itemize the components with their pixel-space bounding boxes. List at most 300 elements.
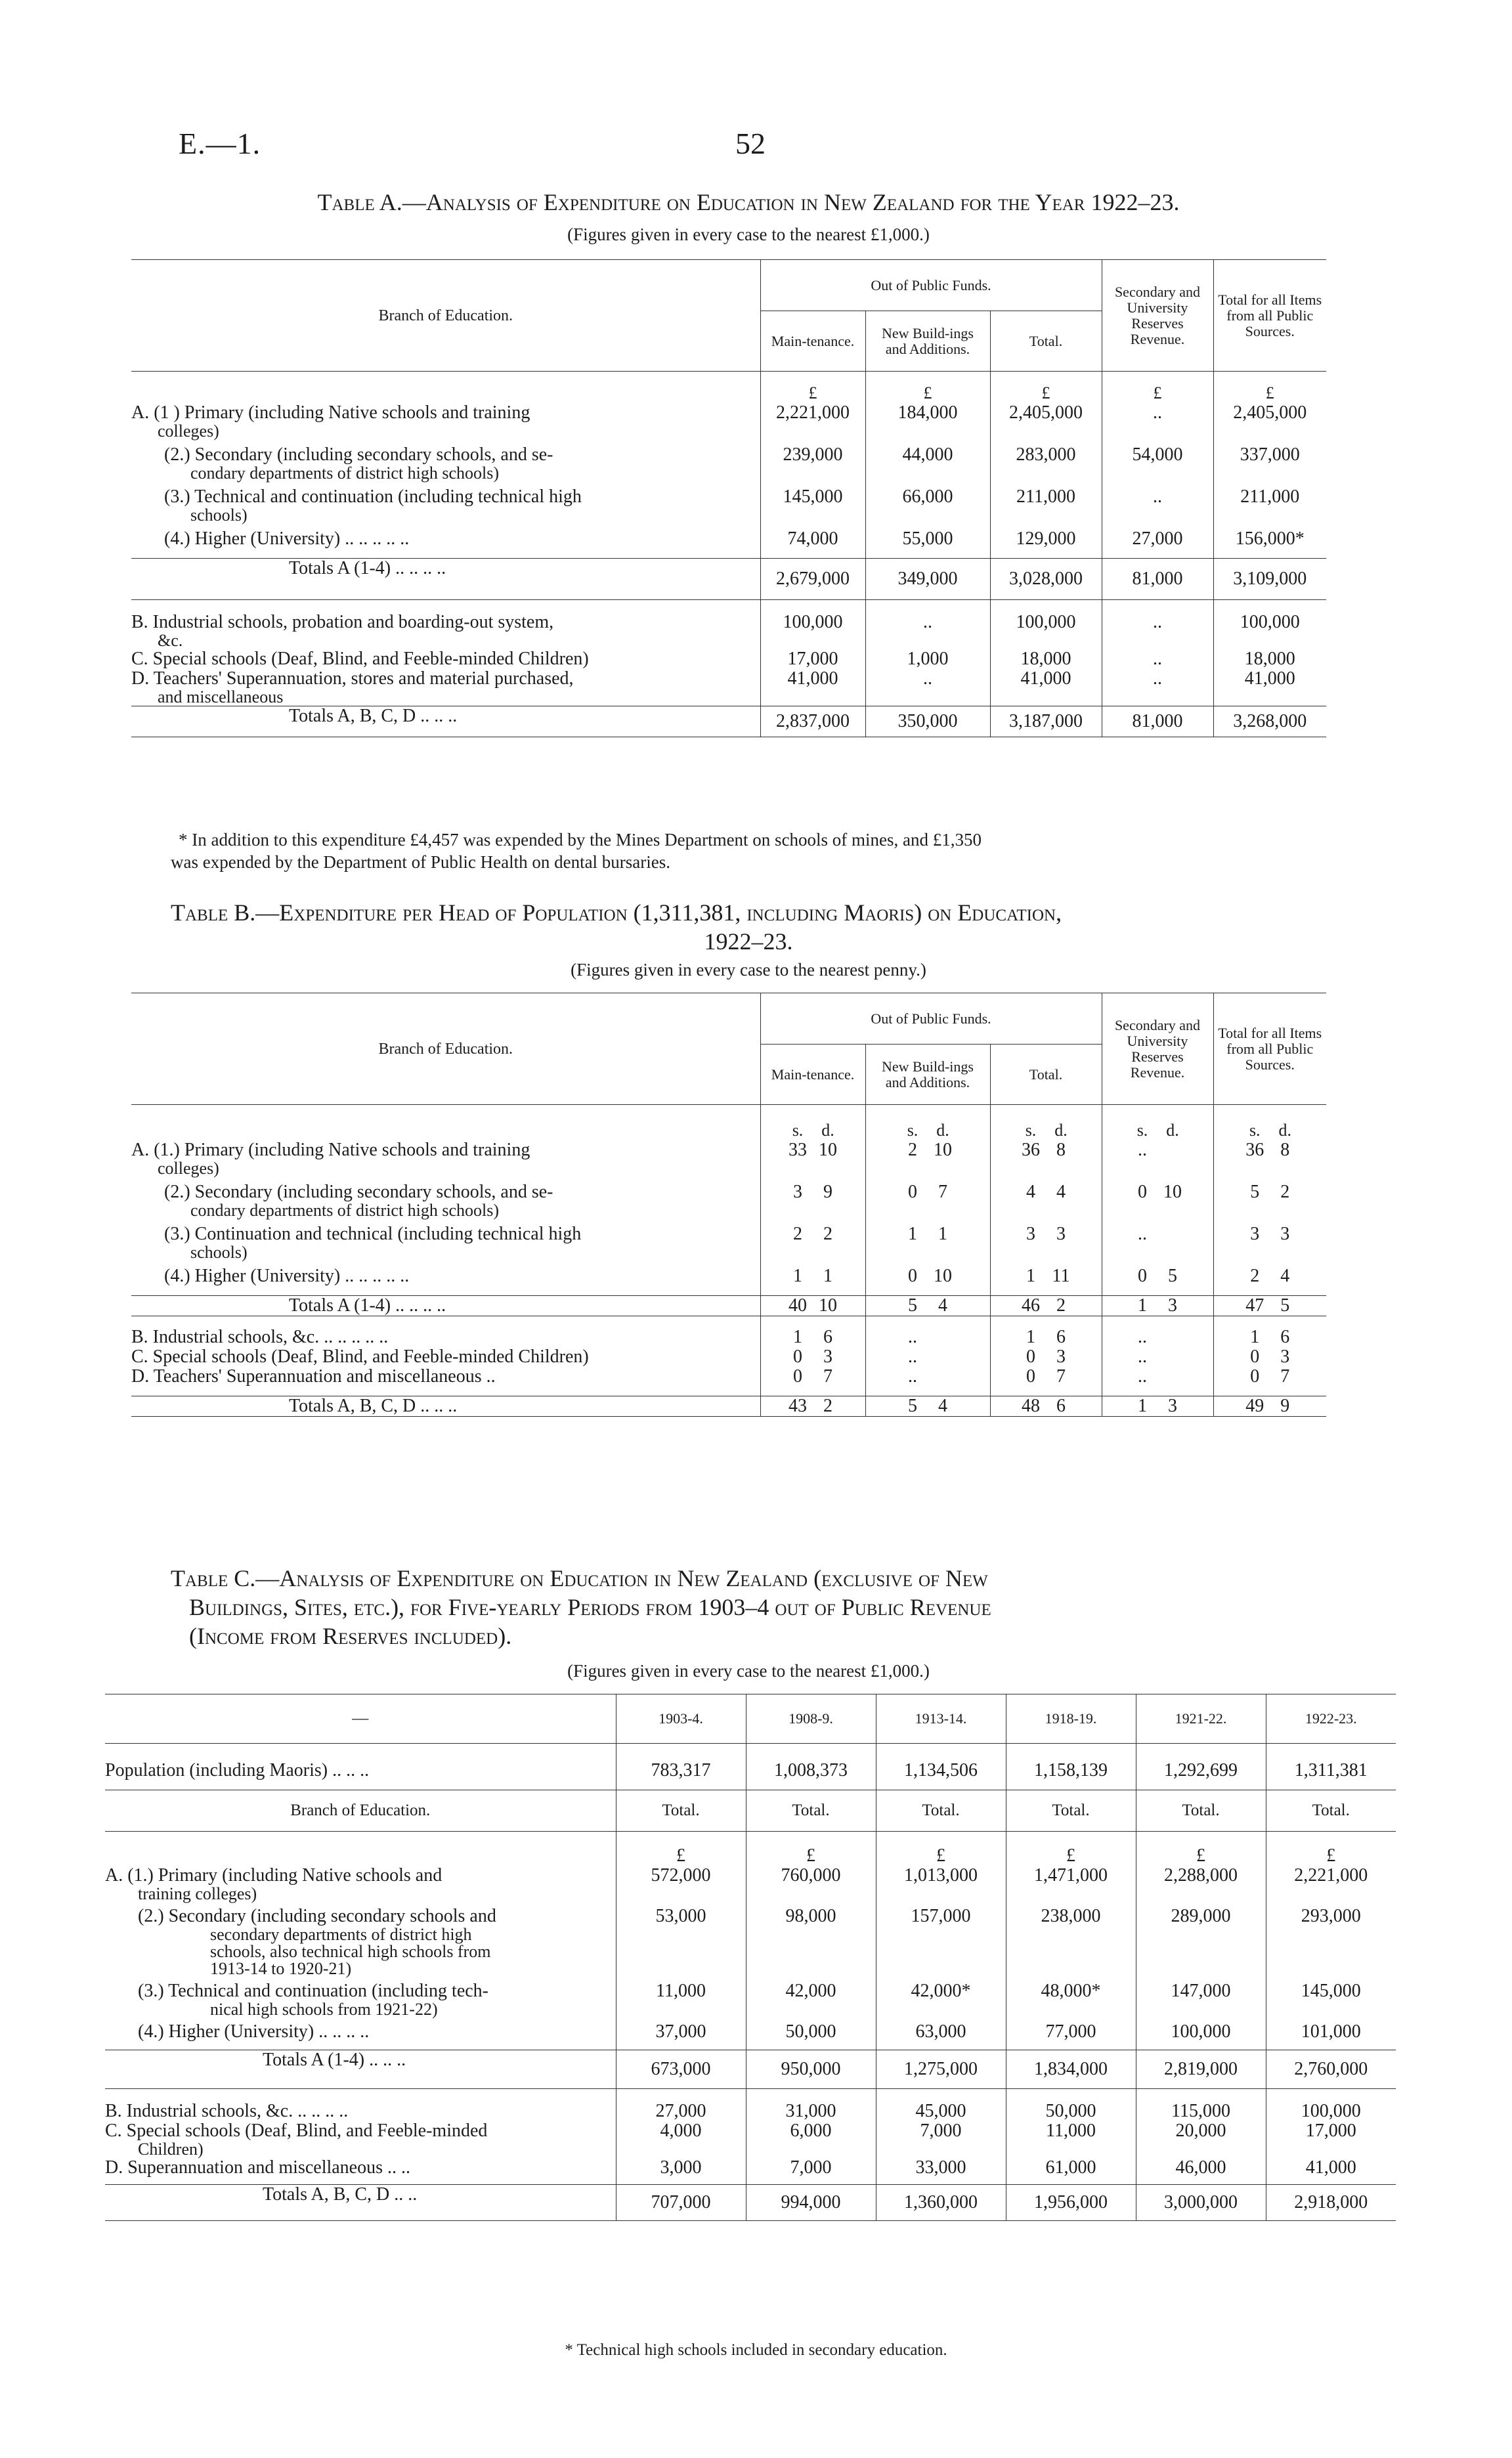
- table-row: [131, 613, 1326, 649]
- table-row: [105, 1981, 1396, 2018]
- value-cell: [760, 1140, 865, 1177]
- value-cell: 156,000*: [1235, 528, 1305, 549]
- row-label-text: (3.) Technical and continuation (including tech-: [138, 1981, 489, 2001]
- population-label: Population (including Maoris) .. .. ..: [105, 1744, 616, 1790]
- header-row: [105, 1790, 1396, 1832]
- value-cell: 27,000: [616, 2102, 746, 2121]
- row-label: [131, 1367, 760, 1387]
- value-cell: 42,000: [746, 1981, 876, 2018]
- shillings: 1: [1250, 1327, 1260, 1347]
- unit-label: £: [1136, 1832, 1266, 1866]
- unit-label: £: [1265, 383, 1274, 402]
- value-cell: 17,000: [1305, 2121, 1356, 2141]
- pence: 4: [1280, 1266, 1290, 1286]
- value-cell: 129,000: [990, 529, 1102, 549]
- row-label: [105, 2158, 616, 2178]
- value-cell: 100,000: [760, 613, 865, 649]
- value-cell: 77,000: [1006, 2022, 1136, 2042]
- table-c-title: Table C.—Analysis of Expenditure on Education in New Zealand (exclusive of New: [171, 1565, 988, 1591]
- shillings: 47: [1245, 1295, 1264, 1316]
- value-cell: 20,000: [1136, 2121, 1266, 2158]
- value-cell: 293,000: [1301, 1906, 1361, 1926]
- shillings: 0: [1138, 1182, 1147, 1202]
- unit-label: £: [1006, 1832, 1136, 1866]
- value-cell: 1,834,000: [1006, 2050, 1136, 2088]
- unit-label: £: [876, 1832, 1006, 1866]
- shillings: 2: [908, 1140, 917, 1160]
- value-cell: 45,000: [876, 2102, 1006, 2121]
- table-row: [131, 1182, 1326, 1219]
- value-cell: 3,000: [616, 2158, 746, 2178]
- year-header: 1913-14.: [876, 1694, 1006, 1744]
- value-cell: [1213, 1295, 1326, 1316]
- value-cell: [760, 1367, 865, 1387]
- pence: 9: [823, 1182, 832, 1202]
- row-label-text: A. (1.) Primary (including Native schools and training: [131, 1140, 530, 1160]
- value-cell: 100,000: [1136, 2022, 1266, 2042]
- shillings: 1: [1138, 1395, 1147, 1416]
- value-cell: 7,000: [876, 2121, 1006, 2158]
- table-c-subtitle: (Figures given in every case to the nearest £1,000.): [567, 1661, 930, 1681]
- value-cell: 211,000: [990, 487, 1102, 524]
- row-label-text: B. Industrial schools, &c. .. .. .. ..: [105, 2101, 349, 2121]
- row-label-continuation: nical high schools from 1921-22): [210, 2000, 438, 2019]
- row-label-text: D. Teachers' Superannuation, stores and material purchased,: [131, 668, 574, 689]
- table-b-title-cont: 1922–23.: [704, 928, 793, 955]
- value-cell: 3,028,000: [990, 558, 1102, 599]
- value-cell: 2,679,000: [760, 558, 865, 599]
- table-row: [131, 1367, 1326, 1387]
- pence: 3: [1056, 1347, 1066, 1367]
- table-row: [131, 529, 1326, 549]
- pence: 2: [1280, 1182, 1290, 1202]
- col-branch-header: Branch of Education.: [131, 993, 760, 1105]
- shillings: 0: [1138, 1266, 1147, 1286]
- value-cell: 48,000*: [1006, 1981, 1136, 2018]
- value-cell: 100,000: [990, 613, 1102, 649]
- value-cell: [990, 1295, 1102, 1316]
- row-label-text: Totals A (1-4) .. .. ..: [263, 2049, 406, 2070]
- row-label-text: (2.) Secondary (including secondary schools and: [138, 1906, 496, 1926]
- value-cell: 350,000: [865, 706, 990, 737]
- shillings: 5: [1250, 1182, 1260, 1202]
- shillings: 1: [793, 1327, 802, 1347]
- pence: 7: [1056, 1366, 1066, 1387]
- pence: 4: [938, 1295, 947, 1316]
- row-label: [105, 2022, 616, 2042]
- row-label: [131, 1182, 760, 1219]
- row-label-continuation: condary departments of district high schools): [190, 464, 500, 483]
- table-row: [131, 706, 1326, 737]
- unit-s: s.: [792, 1121, 804, 1140]
- row-label-continuation: schools): [190, 506, 248, 525]
- value-cell: [1213, 1347, 1326, 1367]
- value-cell: 572,000: [616, 1866, 746, 1903]
- col-all-sources-header: Total for all Items from all Public Sources.: [1218, 1024, 1322, 1073]
- row-label-text: Totals A (1-4) .. .. .. ..: [289, 1295, 446, 1316]
- shillings: 5: [908, 1295, 917, 1316]
- row-label-text: (4.) Higher (University) .. .. .. ..: [138, 2021, 370, 2042]
- row-label-text: (4.) Higher (University) .. .. .. .. ..: [164, 528, 410, 549]
- shillings: ..: [1138, 1140, 1147, 1160]
- pence: 1: [938, 1224, 947, 1244]
- value-cell: [1213, 1396, 1326, 1416]
- pence: 3: [1280, 1224, 1290, 1244]
- table-c-title-cont: Buildings, Sites, etc.), for Five-yearly Periods from 1903–4 out of Public Revenue: [189, 1594, 991, 1620]
- value-cell: ..: [1102, 669, 1213, 706]
- value-cell: [760, 1266, 865, 1286]
- value-cell: 11,000: [1006, 2121, 1136, 2158]
- shillings: 0: [1026, 1347, 1035, 1367]
- value-cell: ..: [1102, 613, 1213, 649]
- row-label-text: Totals A, B, C, D .. .. ..: [289, 706, 458, 726]
- table-row: [131, 1140, 1326, 1177]
- shillings: 0: [1250, 1366, 1260, 1387]
- row-label: [105, 2050, 616, 2088]
- value-cell: 6,000: [746, 2121, 876, 2158]
- value-cell: 289,000: [1136, 1907, 1266, 1977]
- value-cell: [760, 1224, 865, 1261]
- table-c: [105, 1694, 1396, 2221]
- document-code: E.—1.: [179, 127, 261, 160]
- row-label-text: A. (1.) Primary (including Native schools and: [105, 1865, 443, 1886]
- row-label: [131, 669, 760, 706]
- value-cell: [1213, 1327, 1326, 1347]
- value-cell: [1213, 1367, 1326, 1387]
- col-branch-header: Branch of Education.: [105, 1790, 616, 1832]
- col-secondary-header: Secondary and University Reserves Revenue.: [1102, 260, 1213, 372]
- shillings: 3: [1026, 1224, 1035, 1244]
- value-cell: 17,000: [760, 649, 865, 669]
- row-label-continuation: secondary departments of district high: [210, 1925, 472, 1944]
- pence: 8: [1280, 1140, 1290, 1160]
- row-label: [105, 2121, 616, 2158]
- value-cell: 100,000: [1240, 612, 1300, 632]
- value-cell: [990, 1266, 1102, 1286]
- shillings: 1: [1026, 1327, 1035, 1347]
- pence: 6: [1280, 1327, 1290, 1347]
- population-value: 1,311,381: [1294, 1760, 1368, 1780]
- value-cell: [760, 1327, 865, 1347]
- row-label-text: Totals A (1-4) .. .. .. ..: [289, 557, 446, 578]
- value-cell: [1213, 1182, 1326, 1219]
- value-cell: [1102, 1367, 1213, 1387]
- row-label-continuation: Children): [138, 2140, 204, 2159]
- row-label: [131, 1347, 760, 1367]
- value-cell: [865, 1182, 990, 1219]
- table-a-title: Table A.—Analysis of Expenditure on Education in New Zealand for the Year 1922–23.: [317, 189, 1180, 215]
- value-cell: [865, 1266, 990, 1286]
- shillings: ..: [908, 1327, 917, 1347]
- value-cell: [1102, 1396, 1213, 1416]
- row-label-text: (4.) Higher (University) .. .. .. .. ..: [164, 1266, 410, 1286]
- shillings: ..: [1138, 1366, 1147, 1387]
- value-cell: 1,360,000: [876, 2184, 1006, 2220]
- shillings: ..: [1138, 1347, 1147, 1367]
- col-all-sources-header: Total for all Items from all Public Sources.: [1218, 291, 1322, 339]
- pence: 5: [1168, 1266, 1177, 1286]
- value-cell: 147,000: [1136, 1981, 1266, 2018]
- pence: 7: [938, 1182, 947, 1202]
- value-cell: 239,000: [760, 445, 865, 482]
- value-cell: [865, 1224, 990, 1261]
- value-cell: 18,000: [1244, 649, 1295, 669]
- value-cell: 157,000: [876, 1907, 1006, 1977]
- shillings: 49: [1245, 1395, 1264, 1416]
- population-row: [105, 1744, 1396, 1790]
- value-cell: 115,000: [1136, 2102, 1266, 2121]
- table-b: [131, 993, 1326, 1417]
- value-cell: [990, 1140, 1102, 1177]
- value-cell: [990, 1396, 1102, 1416]
- row-label-text: (3.) Technical and continuation (including technical high: [164, 486, 582, 507]
- row-label: [131, 649, 760, 669]
- row-label-continuation: condary departments of district high schools): [190, 1201, 500, 1220]
- shillings: 1: [1138, 1295, 1147, 1316]
- pence: 9: [1280, 1395, 1290, 1416]
- value-cell: [990, 1347, 1102, 1367]
- unit-cell: [1213, 1105, 1326, 1141]
- shillings: 0: [793, 1347, 802, 1367]
- value-cell: 44,000: [865, 445, 990, 482]
- col-total-header: Total.: [616, 1790, 746, 1832]
- row-label: [131, 445, 760, 482]
- value-cell: 66,000: [865, 487, 990, 524]
- table-row: [131, 1327, 1326, 1347]
- table-row: [131, 487, 1326, 524]
- value-cell: 238,000: [1006, 1907, 1136, 1977]
- shillings: ..: [908, 1366, 917, 1387]
- unit-s: s.: [1136, 1121, 1148, 1140]
- value-cell: [1102, 1224, 1213, 1261]
- value-cell: 98,000: [746, 1907, 876, 1977]
- unit-s: s.: [1249, 1121, 1261, 1140]
- value-cell: 41,000: [990, 669, 1102, 706]
- row-label-text: (3.) Continuation and technical (including technical high: [164, 1224, 582, 1244]
- col-secondary-header: Secondary and University Reserves Revenue.: [1102, 993, 1213, 1105]
- pence: 3: [1280, 1347, 1290, 1367]
- value-cell: 46,000: [1136, 2158, 1266, 2178]
- value-cell: 145,000: [760, 487, 865, 524]
- pence: 3: [1056, 1224, 1066, 1244]
- col-new-buildings-header: New Build-ings and Additions.: [865, 311, 990, 372]
- header-row: [105, 1694, 1396, 1744]
- value-cell: 184,000: [865, 403, 990, 440]
- value-cell: [865, 1367, 990, 1387]
- value-cell: 2,221,000: [760, 403, 865, 440]
- unit-cell: [1102, 1105, 1213, 1141]
- value-cell: [990, 1367, 1102, 1387]
- pence: 10: [819, 1295, 837, 1316]
- value-cell: 2,405,000: [990, 403, 1102, 440]
- table-row: [131, 445, 1326, 482]
- unit-d: d.: [936, 1121, 949, 1140]
- value-cell: 337,000: [1240, 444, 1300, 465]
- unit-label: £: [990, 372, 1102, 404]
- shillings: 3: [1250, 1224, 1260, 1244]
- col-total-header: Total.: [1312, 1801, 1350, 1819]
- pence: 4: [1056, 1182, 1066, 1202]
- col-total-header: Total.: [1136, 1790, 1266, 1832]
- row-label: [105, 2184, 616, 2220]
- shillings: 2: [1250, 1266, 1260, 1286]
- pence: 10: [934, 1266, 952, 1286]
- shillings: ..: [1138, 1224, 1147, 1244]
- table-row: [105, 2158, 1396, 2178]
- value-cell: 1,471,000: [1006, 1866, 1136, 1903]
- row-label-continuation: colleges): [158, 421, 219, 441]
- value-cell: 101,000: [1301, 2021, 1361, 2042]
- unit-s: s.: [907, 1121, 918, 1140]
- value-cell: 3,000,000: [1136, 2184, 1266, 2220]
- pence: 3: [823, 1347, 832, 1367]
- unit-row: [105, 1832, 1396, 1866]
- value-cell: 81,000: [1102, 558, 1213, 599]
- col-total-header: Total.: [1006, 1790, 1136, 1832]
- year-header: 1908-9.: [746, 1694, 876, 1744]
- value-cell: [760, 1295, 865, 1316]
- table-row: [105, 2102, 1396, 2121]
- pence: 8: [1056, 1140, 1066, 1160]
- value-cell: 27,000: [1102, 529, 1213, 549]
- unit-label: £: [746, 1832, 876, 1866]
- unit-label: £: [1102, 372, 1213, 404]
- table-row: [131, 1396, 1326, 1416]
- value-cell: 31,000: [746, 2102, 876, 2121]
- shillings: 0: [908, 1266, 917, 1286]
- value-cell: 3,109,000: [1233, 568, 1307, 589]
- table-row: [105, 2184, 1396, 2220]
- pence: 6: [1056, 1327, 1066, 1347]
- pence: 5: [1280, 1295, 1290, 1316]
- value-cell: 283,000: [990, 445, 1102, 482]
- value-cell: 18,000: [990, 649, 1102, 669]
- row-label: [105, 1907, 616, 1977]
- row-label-text: Totals A, B, C, D .. .. ..: [289, 1395, 458, 1416]
- pence: 3: [1168, 1295, 1177, 1316]
- value-cell: 3,187,000: [990, 706, 1102, 737]
- table-row: [131, 403, 1326, 440]
- value-cell: 707,000: [616, 2184, 746, 2220]
- row-label: [105, 1866, 616, 1903]
- value-cell: 2,288,000: [1136, 1866, 1266, 1903]
- pence: 7: [1280, 1366, 1290, 1387]
- col-public-funds-header: Out of Public Funds.: [760, 260, 1102, 311]
- pence: 6: [823, 1327, 832, 1347]
- row-label-continuation: schools, also technical high schools from: [210, 1942, 491, 1961]
- value-cell: 2,819,000: [1136, 2050, 1266, 2088]
- value-cell: 2,221,000: [1294, 1865, 1368, 1886]
- value-cell: [1102, 1182, 1213, 1219]
- value-cell: [1102, 1347, 1213, 1367]
- pence: 1: [823, 1266, 832, 1286]
- population-value: 1,134,506: [876, 1744, 1006, 1790]
- shillings: 36: [1245, 1140, 1264, 1160]
- value-cell: ..: [1102, 487, 1213, 524]
- pence: 10: [819, 1140, 837, 1160]
- pence: 2: [823, 1395, 832, 1416]
- row-label-continuation: and miscellaneous: [158, 687, 284, 706]
- table-a: [131, 259, 1326, 737]
- value-cell: 74,000: [760, 529, 865, 549]
- shillings: ..: [908, 1347, 917, 1367]
- value-cell: 3,268,000: [1233, 711, 1307, 731]
- unit-label: £: [1326, 1845, 1336, 1866]
- row-label: [131, 1295, 760, 1316]
- unit-d: d.: [1278, 1121, 1291, 1140]
- table-row: [131, 669, 1326, 706]
- shillings: 0: [1026, 1366, 1035, 1387]
- shillings: 0: [793, 1366, 802, 1387]
- value-cell: [1102, 1327, 1213, 1347]
- col-maintenance-header: Main-tenance.: [760, 311, 865, 372]
- pence: 10: [934, 1140, 952, 1160]
- row-label: [105, 1832, 616, 1866]
- value-cell: [760, 1182, 865, 1219]
- table-c-title-cont: (Income from Reserves included).: [189, 1623, 512, 1649]
- value-cell: 63,000: [876, 2022, 1006, 2042]
- shillings: 33: [788, 1140, 807, 1160]
- shillings: 40: [788, 1295, 807, 1316]
- row-label-continuation: schools): [190, 1243, 248, 1262]
- table-row: [131, 558, 1326, 599]
- row-label: [131, 1266, 760, 1286]
- row-label-text: C. Special schools (Deaf, Blind, and Feeble-minded Children): [131, 1347, 589, 1367]
- value-cell: 81,000: [1102, 706, 1213, 737]
- pence: 10: [1163, 1182, 1182, 1202]
- value-cell: 11,000: [616, 1981, 746, 2018]
- value-cell: 7,000: [746, 2158, 876, 2178]
- value-cell: 37,000: [616, 2022, 746, 2042]
- pence: 2: [1056, 1295, 1066, 1316]
- row-label-continuation: training colleges): [138, 1884, 257, 1903]
- unit-d: d.: [1166, 1121, 1179, 1140]
- dash-cell: —: [105, 1694, 616, 1744]
- population-value: 1,292,699: [1136, 1744, 1266, 1790]
- table-row: [105, 1866, 1396, 1903]
- pence: 2: [823, 1224, 832, 1244]
- table-row: [105, 2050, 1396, 2088]
- value-cell: 211,000: [1240, 486, 1300, 507]
- table-a-footnote-cont: was expended by the Department of Public Health on dental bursaries.: [171, 852, 671, 872]
- value-cell: [1213, 1140, 1326, 1177]
- value-cell: 42,000*: [876, 1981, 1006, 2018]
- value-cell: 994,000: [746, 2184, 876, 2220]
- table-row: [131, 1266, 1326, 1286]
- table-a-footnote: * In addition to this expenditure £4,457 was expended by the Mines Department on schools of mines, and £1,350: [179, 830, 982, 850]
- row-label: [131, 1105, 760, 1141]
- unit-row: [131, 1105, 1326, 1141]
- unit-cell: [990, 1105, 1102, 1141]
- row-label: [131, 529, 760, 549]
- shillings: 4: [1026, 1182, 1035, 1202]
- value-cell: [990, 1224, 1102, 1261]
- row-label-text: (2.) Secondary (including secondary schools, and se-: [164, 1182, 553, 1202]
- col-branch-header: Branch of Education.: [131, 260, 760, 372]
- value-cell: 1,000: [865, 649, 990, 669]
- value-cell: 760,000: [746, 1866, 876, 1903]
- row-label-text: B. Industrial schools, &c. .. .. .. .. ..: [131, 1327, 389, 1347]
- row-label-text: D. Superannuation and miscellaneous .. ..: [105, 2157, 411, 2178]
- unit-cell: [760, 1105, 865, 1141]
- row-label: [131, 706, 760, 737]
- value-cell: ..: [1102, 403, 1213, 440]
- unit-label: £: [760, 372, 865, 404]
- table-a-subtitle: (Figures given in every case to the nearest £1,000.): [567, 225, 930, 244]
- value-cell: 41,000: [760, 669, 865, 706]
- value-cell: [1213, 1224, 1326, 1261]
- table-c-footnote: * Technical high schools included in secondary education.: [565, 2341, 947, 2359]
